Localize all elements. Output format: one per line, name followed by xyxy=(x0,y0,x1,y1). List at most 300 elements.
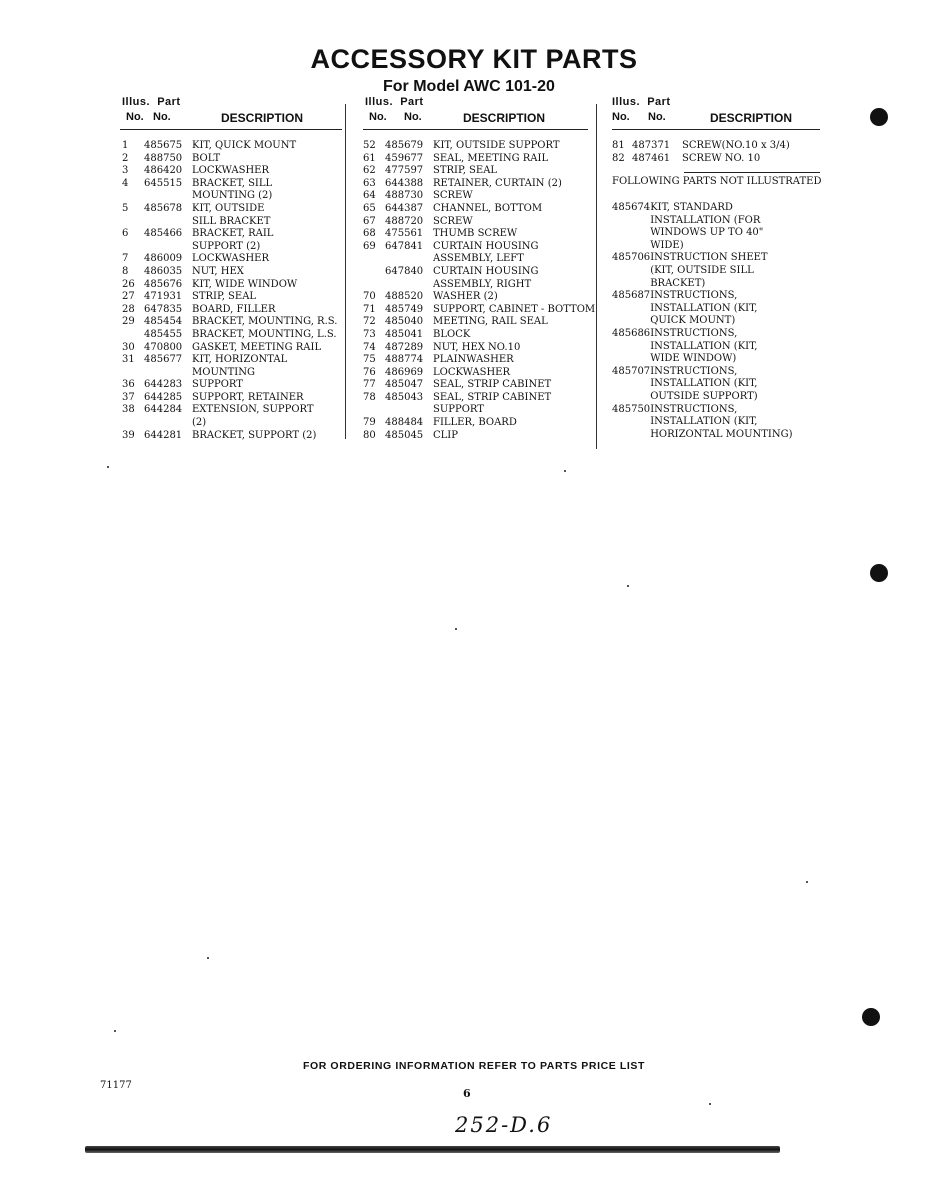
table-row xyxy=(120,228,337,241)
header-description: DESCRIPTION xyxy=(463,111,546,125)
illus-number: 81 xyxy=(612,140,625,151)
table-row xyxy=(612,215,793,228)
part-description: CLIP xyxy=(433,429,458,441)
part-description: (KIT, OUTSIDE SILL xyxy=(650,264,754,276)
table-row xyxy=(120,354,337,367)
table-row xyxy=(612,278,793,291)
form-code: 71177 xyxy=(100,1080,132,1091)
illus-number: 39 xyxy=(122,429,135,441)
part-number xyxy=(612,429,650,442)
part-description: SCREW NO. 10 xyxy=(682,152,761,164)
parts-table xyxy=(120,140,337,442)
illus-number: 8 xyxy=(122,265,129,277)
part-number: 487371 xyxy=(632,140,671,151)
part-description: EXTENSION, SUPPORT xyxy=(192,404,314,416)
part-number xyxy=(612,315,650,328)
scan-speck xyxy=(564,470,566,472)
part-description: SCREW xyxy=(433,190,473,202)
table-row xyxy=(120,404,337,417)
table-row xyxy=(612,303,793,316)
part-number: 485749 xyxy=(385,303,424,315)
part-description: SILL BRACKET xyxy=(192,215,271,227)
table-row xyxy=(120,140,337,153)
part-number: 486420 xyxy=(144,165,183,177)
ordering-footer-note: FOR ORDERING INFORMATION REFER TO PARTS PRICE LIST xyxy=(302,1060,646,1072)
illus-number: 79 xyxy=(363,417,376,429)
table-row xyxy=(120,417,337,430)
part-description: SUPPORT, CABINET - BOTTOM xyxy=(433,303,596,315)
page-subtitle: For Model AWC 101-20 xyxy=(383,78,555,95)
illus-number: 70 xyxy=(363,291,376,303)
part-description: LOCKWASHER xyxy=(433,366,511,378)
part-number xyxy=(612,265,650,278)
illus-number: 77 xyxy=(363,379,376,391)
table-row xyxy=(120,392,337,405)
part-number xyxy=(385,253,433,266)
part-number xyxy=(612,303,650,316)
header-part-no: No. xyxy=(648,111,666,123)
table-row xyxy=(120,266,337,279)
table-row xyxy=(363,190,595,203)
part-description: KIT, HORIZONTAL xyxy=(192,354,288,366)
table-row xyxy=(120,304,337,317)
illus-number: 38 xyxy=(122,404,135,416)
illus-number xyxy=(120,190,144,203)
table-row xyxy=(612,391,793,404)
part-number: 488520 xyxy=(385,291,424,303)
part-description: KIT, QUICK MOUNT xyxy=(192,140,297,151)
column-divider xyxy=(345,104,346,439)
illus-number: 27 xyxy=(122,291,135,303)
part-description: KIT, OUTSIDE SUPPORT xyxy=(433,140,560,151)
table-row xyxy=(120,379,337,392)
header-illus-part: Illus. Part xyxy=(365,96,424,108)
illus-number xyxy=(363,266,385,279)
part-number xyxy=(612,278,650,291)
part-description: KIT, OUTSIDE xyxy=(192,202,265,214)
table-row xyxy=(612,416,793,429)
part-description: BRACKET, RAIL xyxy=(192,228,274,240)
part-number: 486009 xyxy=(144,253,183,265)
table-row xyxy=(363,266,595,279)
table-row xyxy=(612,315,793,328)
table-row xyxy=(612,202,793,215)
part-description: NUT, HEX NO.10 xyxy=(433,341,521,353)
part-description: KIT, STANDARD xyxy=(650,202,733,213)
illus-number xyxy=(120,329,144,342)
part-description: BRACKET) xyxy=(650,277,706,289)
table-row xyxy=(120,165,337,178)
illus-number: 1 xyxy=(122,140,129,151)
part-description: INSTALLATION (KIT, xyxy=(650,416,758,428)
part-description: THUMB SCREW xyxy=(433,228,518,240)
part-number: 485041 xyxy=(385,328,424,340)
part-number: 485677 xyxy=(144,354,183,366)
part-description: SEAL, STRIP CABINET xyxy=(433,379,552,391)
part-number: 644281 xyxy=(144,429,183,441)
illus-number: 73 xyxy=(363,328,376,340)
table-row xyxy=(612,240,793,253)
column-divider xyxy=(596,104,597,449)
part-number: 644284 xyxy=(144,404,183,416)
part-number: 488720 xyxy=(385,215,424,227)
illus-number: 30 xyxy=(122,341,135,353)
illus-number: 64 xyxy=(363,190,376,202)
part-number: 485455 xyxy=(144,328,183,340)
part-description: SUPPORT xyxy=(192,379,243,391)
part-number: 477597 xyxy=(385,165,424,177)
illus-number: 68 xyxy=(363,228,376,240)
part-description: INSTRUCTIONS, xyxy=(650,403,738,415)
illus-number: 75 xyxy=(363,354,376,366)
column-header xyxy=(363,96,595,128)
column-header xyxy=(612,96,793,128)
scan-speck xyxy=(709,1103,711,1105)
part-number: 470800 xyxy=(144,341,183,353)
illus-number: 62 xyxy=(363,165,376,177)
part-number xyxy=(144,367,192,380)
part-description: BRACKET, SILL xyxy=(192,177,273,189)
part-number: 485707 xyxy=(612,365,651,377)
part-number: 485676 xyxy=(144,278,183,290)
part-number: 487289 xyxy=(385,341,424,353)
part-description: INSTALLATION (KIT, xyxy=(650,340,758,352)
part-description: INSTALLATION (KIT, xyxy=(650,302,758,314)
table-row xyxy=(363,253,595,266)
part-description: FILLER, BOARD xyxy=(433,417,517,429)
illus-number: 29 xyxy=(122,316,135,328)
parts-column-3 xyxy=(612,96,822,440)
part-description: (2) xyxy=(192,417,207,429)
table-row xyxy=(363,430,595,443)
binder-hole-icon xyxy=(870,108,888,126)
table-row xyxy=(612,252,793,265)
table-row xyxy=(612,153,790,166)
table-row xyxy=(120,367,337,380)
illus-number: 37 xyxy=(122,391,135,403)
part-description: CURTAIN HOUSING xyxy=(433,240,539,252)
part-description: PLAINWASHER xyxy=(433,354,514,366)
part-description: HORIZONTAL MOUNTING) xyxy=(650,428,793,440)
scan-edge-mark xyxy=(85,1146,780,1153)
illus-number: 65 xyxy=(363,202,376,214)
part-number xyxy=(144,417,192,430)
table-row xyxy=(363,241,595,254)
table-row xyxy=(363,140,595,153)
table-row xyxy=(612,265,793,278)
table-row xyxy=(120,241,337,254)
part-description: SCREW(NO.10 x 3/4) xyxy=(682,140,790,151)
part-description: BRACKET, SUPPORT (2) xyxy=(192,429,317,441)
part-number: 488750 xyxy=(144,152,183,164)
part-description: LOCKWASHER xyxy=(192,165,270,177)
part-number: 645515 xyxy=(144,177,183,189)
part-number: 485466 xyxy=(144,228,183,240)
part-number xyxy=(385,404,433,417)
illus-number xyxy=(120,367,144,380)
part-number xyxy=(612,341,650,354)
table-row xyxy=(363,367,595,380)
part-description: INSTRUCTIONS, xyxy=(650,327,738,339)
part-number: 647840 xyxy=(385,265,424,277)
part-description: WASHER (2) xyxy=(433,291,498,303)
illus-number: 52 xyxy=(363,140,376,151)
table-row xyxy=(612,429,793,442)
part-number: 485675 xyxy=(144,140,183,151)
part-number xyxy=(612,378,650,391)
table-row xyxy=(612,378,793,391)
table-row xyxy=(120,203,337,216)
part-description: ASSEMBLY, RIGHT xyxy=(433,278,532,290)
header-illus-no: No. xyxy=(369,111,387,123)
illus-number: 71 xyxy=(363,303,376,315)
table-row xyxy=(612,227,793,240)
part-description: SEAL, MEETING RAIL xyxy=(433,152,549,164)
header-underline xyxy=(120,129,342,130)
part-number: 485687 xyxy=(612,290,651,302)
part-description: SCREW xyxy=(433,215,473,227)
header-part-no: No. xyxy=(153,111,171,123)
part-description: BRACKET, MOUNTING, L.S. xyxy=(192,328,337,340)
parts-column-2 xyxy=(363,96,595,442)
part-description: BOARD, FILLER xyxy=(192,303,276,315)
part-description: RETAINER, CURTAIN (2) xyxy=(433,177,562,189)
part-description: INSTRUCTIONS, xyxy=(650,290,738,302)
table-row xyxy=(363,228,595,241)
header-underline xyxy=(363,129,588,130)
parts-table xyxy=(363,140,595,442)
part-number: 488774 xyxy=(385,354,424,366)
part-description: ASSEMBLY, LEFT xyxy=(433,253,524,265)
illus-number xyxy=(120,417,144,430)
table-row xyxy=(363,379,595,392)
part-number xyxy=(612,353,650,366)
illus-number: 80 xyxy=(363,429,376,441)
part-number: 485454 xyxy=(144,316,183,328)
table-row xyxy=(363,354,595,367)
part-number xyxy=(612,240,650,253)
part-number xyxy=(144,216,192,229)
illus-number: 4 xyxy=(122,177,129,189)
part-number xyxy=(612,416,650,429)
illus-number: 78 xyxy=(363,391,376,403)
part-description: SUPPORT (2) xyxy=(192,240,261,252)
table-row xyxy=(612,290,793,303)
part-description: KIT, WIDE WINDOW xyxy=(192,278,298,290)
scan-speck xyxy=(107,466,109,468)
part-description: CURTAIN HOUSING xyxy=(433,265,539,277)
part-description: BLOCK xyxy=(433,328,471,340)
parts-table xyxy=(612,140,790,165)
table-row xyxy=(363,153,595,166)
binder-hole-icon xyxy=(870,564,888,582)
illus-number: 36 xyxy=(122,379,135,391)
table-row xyxy=(612,404,793,417)
header-illus-part: Illus. Part xyxy=(612,96,671,108)
header-illus-no: No. xyxy=(612,111,630,123)
table-row xyxy=(612,366,793,379)
part-number: 644285 xyxy=(144,391,183,403)
illus-number: 2 xyxy=(122,152,129,164)
part-description: STRIP, SEAL xyxy=(433,165,498,177)
illus-number: 6 xyxy=(122,228,129,240)
illus-number: 76 xyxy=(363,366,376,378)
part-description: BRACKET, MOUNTING, R.S. xyxy=(192,316,338,328)
part-number: 471931 xyxy=(144,291,183,303)
illus-number xyxy=(363,404,385,417)
table-row xyxy=(120,190,337,203)
part-number xyxy=(144,190,192,203)
table-row xyxy=(612,341,793,354)
table-row xyxy=(363,417,595,430)
part-number xyxy=(612,227,650,240)
part-number: 488730 xyxy=(385,190,424,202)
part-number: 485750 xyxy=(612,403,651,415)
handwritten-mark: 252-D.6 xyxy=(455,1113,553,1137)
table-row xyxy=(363,216,595,229)
table-row xyxy=(363,291,595,304)
part-number xyxy=(612,391,650,404)
part-number: 486035 xyxy=(144,265,183,277)
illus-number: 69 xyxy=(363,240,376,252)
part-description: MOUNTING xyxy=(192,366,255,378)
section-divider xyxy=(684,172,820,173)
illus-number: 3 xyxy=(122,165,129,177)
part-number: 485043 xyxy=(385,391,424,403)
part-description: GASKET, MEETING RAIL xyxy=(192,341,322,353)
table-row xyxy=(363,203,595,216)
not-illustrated-heading: FOLLOWING PARTS NOT ILLUSTRATED xyxy=(612,176,822,187)
part-description: SEAL, STRIP CABINET xyxy=(433,391,552,403)
table-row xyxy=(120,329,337,342)
table-row xyxy=(363,316,595,329)
table-row xyxy=(120,316,337,329)
part-description: WIDE) xyxy=(650,239,684,251)
part-description: WIDE WINDOW) xyxy=(650,353,737,365)
binder-hole-icon xyxy=(862,1008,880,1026)
parts-column-1 xyxy=(120,96,337,442)
illus-number xyxy=(120,241,144,254)
part-description: QUICK MOUNT) xyxy=(650,315,736,327)
part-description: BOLT xyxy=(192,152,221,164)
header-description: DESCRIPTION xyxy=(710,111,793,125)
scan-speck xyxy=(455,628,457,630)
scan-speck xyxy=(114,1030,116,1032)
part-description: INSTALLATION (FOR xyxy=(650,214,761,226)
part-number: 647835 xyxy=(144,303,183,315)
illus-number xyxy=(120,216,144,229)
part-number: 475561 xyxy=(385,228,424,240)
table-row xyxy=(120,430,337,443)
part-description: STRIP, SEAL xyxy=(192,291,257,303)
table-row xyxy=(120,178,337,191)
header-underline xyxy=(612,129,820,130)
part-number: 644388 xyxy=(385,177,424,189)
illus-number: 63 xyxy=(363,177,376,189)
part-description: MOUNTING (2) xyxy=(192,190,273,202)
table-row xyxy=(120,342,337,355)
table-row xyxy=(363,392,595,405)
part-description: INSTALLATION (KIT, xyxy=(650,378,758,390)
part-description: OUTSIDE SUPPORT) xyxy=(650,390,758,402)
illus-number: 67 xyxy=(363,215,376,227)
illus-number: 31 xyxy=(122,354,135,366)
part-number: 487461 xyxy=(632,152,671,164)
illus-number: 28 xyxy=(122,303,135,315)
part-description: CHANNEL, BOTTOM xyxy=(433,202,543,214)
table-row xyxy=(363,178,595,191)
table-row xyxy=(120,291,337,304)
table-row xyxy=(120,153,337,166)
part-number: 488484 xyxy=(385,417,424,429)
part-number xyxy=(385,279,433,292)
part-description: SUPPORT xyxy=(433,404,484,416)
part-number: 485706 xyxy=(612,252,651,264)
illus-number: 61 xyxy=(363,152,376,164)
part-number: 486969 xyxy=(385,366,424,378)
table-row xyxy=(120,216,337,229)
illus-number: 5 xyxy=(122,202,129,214)
table-row xyxy=(612,140,790,153)
part-number xyxy=(612,215,650,228)
header-part-no: No. xyxy=(404,111,422,123)
table-row xyxy=(120,279,337,292)
part-number xyxy=(144,241,192,254)
table-row xyxy=(363,304,595,317)
part-number: 644283 xyxy=(144,379,183,391)
part-description: LOCKWASHER xyxy=(192,253,270,265)
page-number: 6 xyxy=(463,1087,471,1100)
scan-speck xyxy=(207,957,209,959)
illus-number: 7 xyxy=(122,253,129,265)
part-description: INSTRUCTIONS, xyxy=(650,365,738,377)
table-row xyxy=(363,404,595,417)
header-description: DESCRIPTION xyxy=(221,111,304,125)
table-row xyxy=(363,329,595,342)
page-title: ACCESSORY KIT PARTS xyxy=(310,44,638,74)
illus-number: 74 xyxy=(363,341,376,353)
illus-number: 82 xyxy=(612,152,625,164)
part-number: 485040 xyxy=(385,316,424,328)
part-description: WINDOWS UP TO 40" xyxy=(650,227,764,239)
part-number: 485686 xyxy=(612,327,651,339)
part-number: 485679 xyxy=(385,140,424,151)
part-number: 459677 xyxy=(385,152,424,164)
part-number: 485045 xyxy=(385,429,424,441)
header-illus-no: No. xyxy=(126,111,144,123)
header-illus-part: Illus. Part xyxy=(122,96,181,108)
part-number: 485678 xyxy=(144,202,183,214)
part-description: SUPPORT, RETAINER xyxy=(192,391,304,403)
not-illustrated-table xyxy=(612,202,793,441)
table-row xyxy=(612,328,793,341)
table-row xyxy=(363,279,595,292)
part-description: INSTRUCTION SHEET xyxy=(650,252,768,264)
illus-number: 72 xyxy=(363,316,376,328)
illus-number xyxy=(363,279,385,292)
part-number: 485047 xyxy=(385,379,424,391)
scan-speck xyxy=(627,585,629,587)
part-number: 644387 xyxy=(385,202,424,214)
part-description: NUT, HEX xyxy=(192,265,244,277)
illus-number xyxy=(363,253,385,266)
table-row xyxy=(612,353,793,366)
column-header xyxy=(120,96,337,128)
part-number: 485674 xyxy=(612,202,651,213)
scan-speck xyxy=(806,881,808,883)
illus-number: 26 xyxy=(122,278,135,290)
table-row xyxy=(363,165,595,178)
